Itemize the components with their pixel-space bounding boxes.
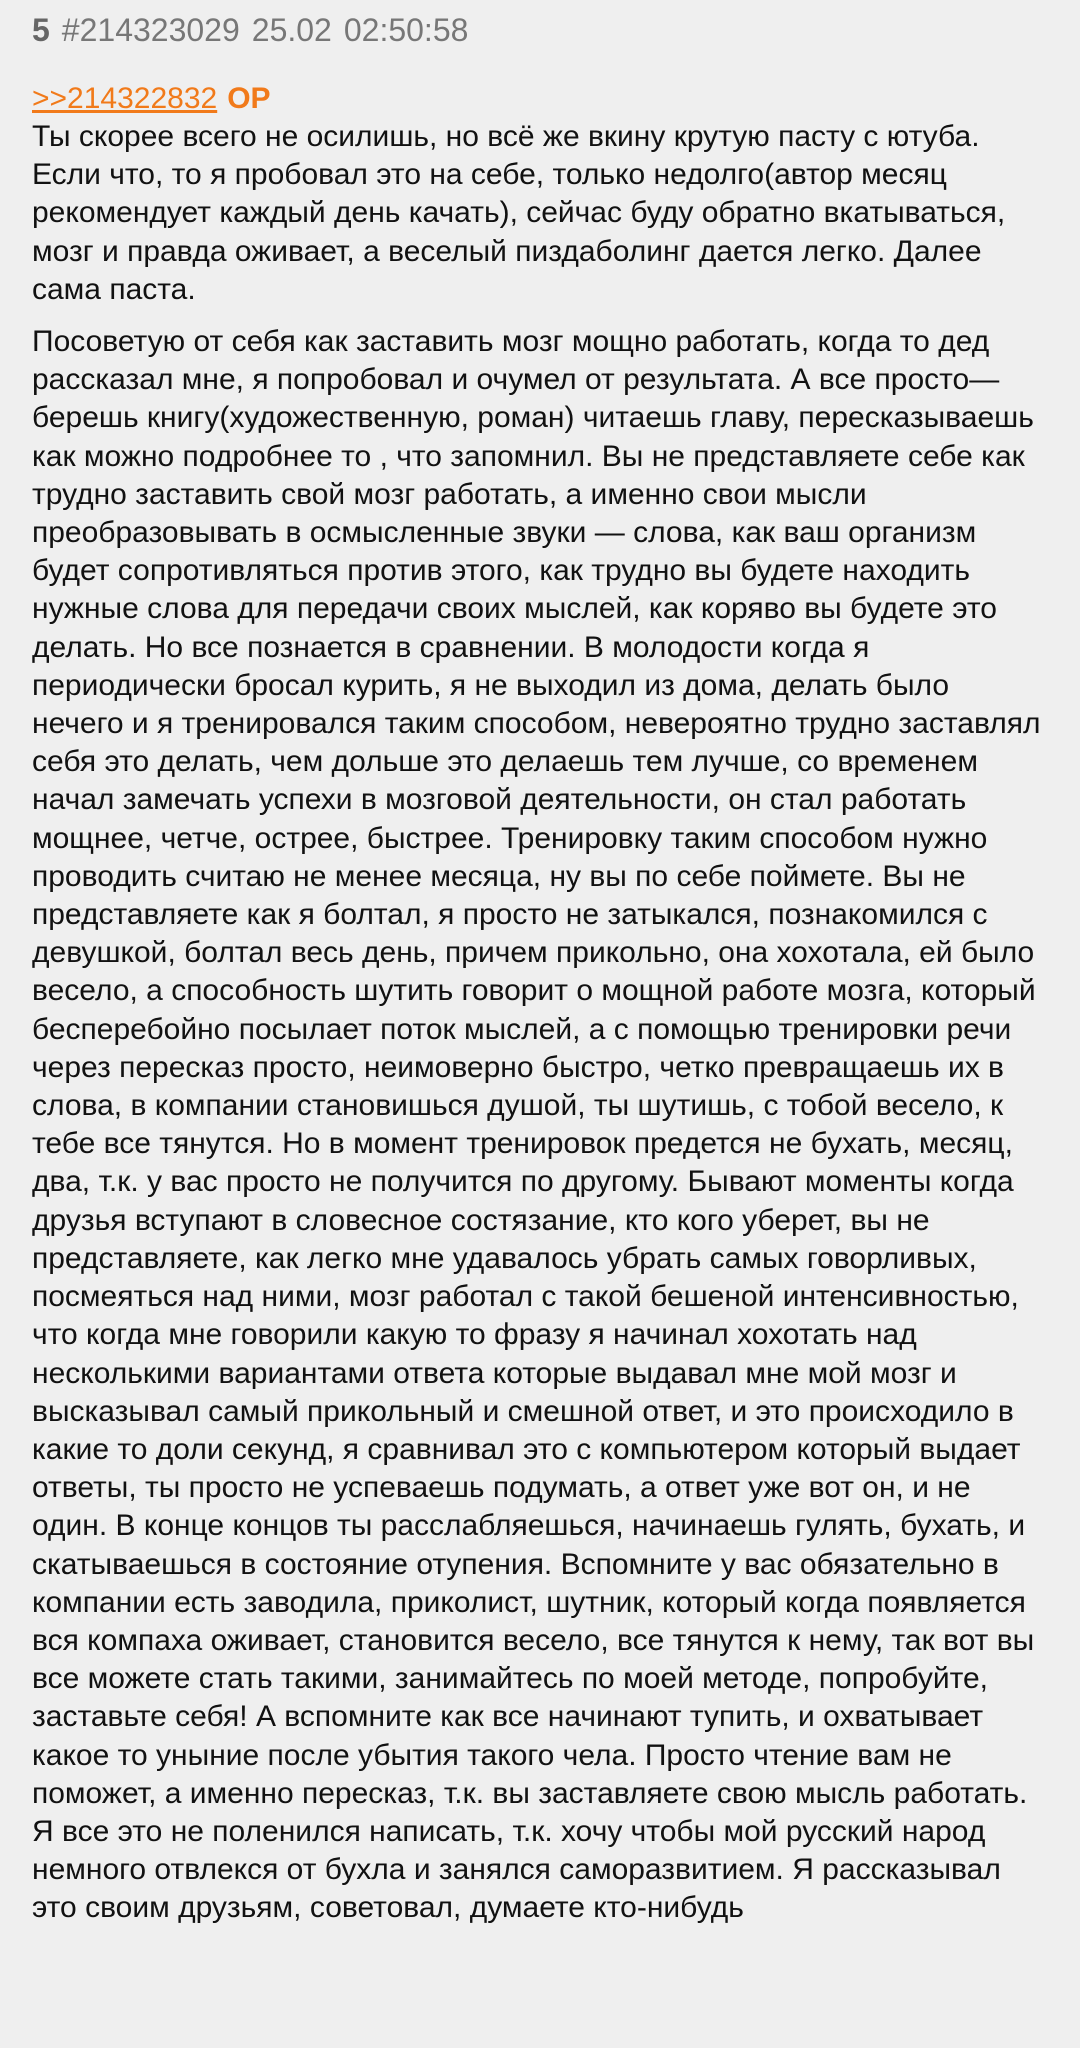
post-index: 5 (32, 12, 50, 48)
reply-reference (32, 80, 1048, 118)
post-id-link[interactable]: #214323029 (61, 12, 240, 48)
reply-link[interactable]: >>214322832 (32, 82, 218, 115)
post-date: 25.02 (251, 12, 332, 48)
post-header (32, 6, 1048, 54)
post-message (32, 118, 1048, 1928)
message-paragraph-intro: Ты скорее всего не осилишь, но всё же вкину крутую пасту с ютуба. Если что, то я пробовал это на себе, только недолго(автор месяц рекомендует каждый день качать), сейчас буду обратно вкатываться, мозг и правда оживает, а веселый пиздаболинг дается легко. Далее сама паста. (32, 120, 1006, 306)
op-badge: OP (227, 82, 271, 115)
message-paragraph-paste: Посоветую от себя как заставить мозг мощно работать, когда то дед рассказал мне, я попробовал и очумел от результата. А все просто— берешь книгу(художественную, роман) читаешь главу, пересказываешь как можно подробнее то , что запомнил. Вы не представляете себе как трудно заставить свой мозг работать, а именно свои мысли преобразовывать в осмысленные звуки — слова, как ваш организм будет сопротивляться против этого, как трудно вы будете находить нужные слова для передачи своих мыслей, как коряво вы будете это делать. Но все познается в сравнении. В молодости когда я периодически бросал курить, я не выходил из дома, делать было нечего и я тренировался таким способом, невероятно трудно заставлял себя это делать, чем дольше это делаешь тем лучше, со временем начал замечать успехи в мозговой деятельности, он стал работать мощнее, четче, острее, быстрее. Тренировку таким способом нужно проводить считаю не менее месяца, ну вы по себе поймете. Вы не представляете как я болтал, я просто не затыкался, познакомился с девушкой, болтал весь день, причем прикольно, она хохотала, ей было весело, а способность шутить говорит о мощной работе мозга, который бесперебойно посылает поток мыслей, а с помощью тренировки речи через пересказ просто, неимоверно быстро, четко превращаешь их в слова, в компании становишься душой, ты шутишь, с тобой весело, к тебе все тянутся. Но в момент тренировок предется не бухать, месяц, два, т.к. у вас просто не получится по другому. Бывают моменты когда друзья вступают в словесное состязание, кто кого уберет, вы не представляете, как легко мне удавалось убрать самых говорливых, посмеяться над ними, мозг работал с такой бешеной интенсивностью, что когда мне говорили какую то фразу я начинал хохотать над несколькими вариантами ответа которые выдавал мне мой мозг и высказывал самый прикольный и смешной ответ, и это происходило в какие то доли секунд, я сравнивал это с компьютером который выдает ответы, ты просто не успеваешь подумать, а ответ уже вот он, и не один. В конце концов ты расслабляешься, начинаешь гулять, бухать, и скатываешься в состояние отупения. Вспомните у вас обязательно в компании есть заводила, приколист, шутник, который когда появляется вся компаха оживает, становится весело, все тянутся к нему, так вот вы все можете стать такими, занимайтесь по моей методе, попробуйте, заставьте себя! А вспомните как все начинают тупить, и охватывает какое то уныние после убытия такого чела. Просто чтение вам не поможет, а именно пересказ, т.к. вы заставляете свою мысль работать. Я все это не поленился написать, т.к. хочу чтобы мой русский народ немного отвлекся от бухла и занялся саморазвитием. Я рассказывал это своим друзьям, советовал, думаете кто-нибудь (32, 325, 1041, 1925)
post-time: 02:50:58 (343, 12, 469, 48)
